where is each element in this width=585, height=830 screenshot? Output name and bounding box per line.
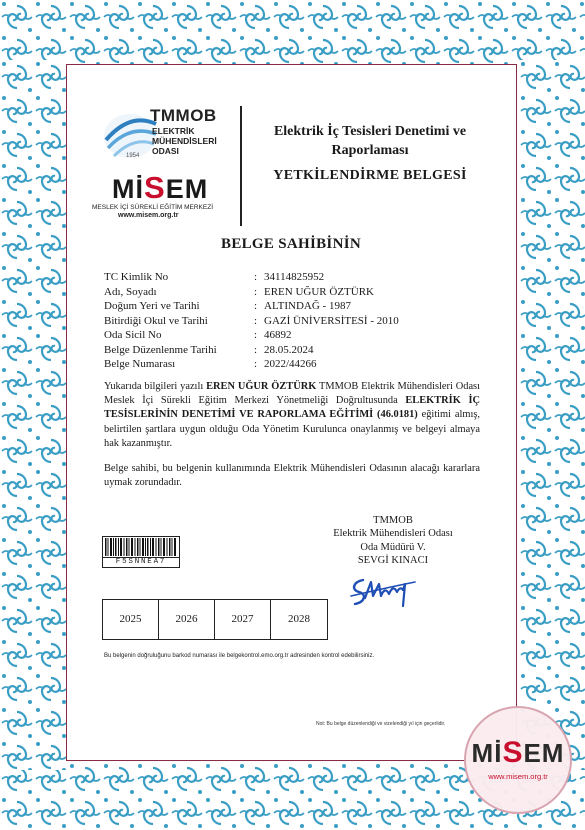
barcode-bars — [102, 536, 180, 558]
info-value: 28.05.2024 — [264, 343, 314, 356]
validity-years-table — [102, 599, 328, 640]
statement-holder-name: EREN UĞUR ÖZTÜRK — [206, 381, 317, 392]
barcode-icon — [104, 538, 178, 556]
info-row — [104, 314, 484, 329]
year-cell: 2026 — [159, 600, 215, 639]
info-label: Oda Sicil No — [104, 329, 162, 341]
verification-note: Bu belgenin doğruluğunu barkod numarası ile belgekontrol.emo.org.tr adresinden kontrol edebilirsiniz. — [104, 653, 375, 659]
validity-note: Not: Bu belge düzenlendiği ve vizelendiği yıl için geçerlidir. — [316, 721, 446, 727]
info-colon: : — [254, 358, 258, 370]
certificate-title: YETKİLENDİRME BELGESİ — [273, 168, 467, 183]
org-name-line: ELEKTRİK — [152, 126, 195, 136]
header-divider — [240, 106, 242, 226]
misem-logo-s: S — [144, 170, 166, 205]
misem-logo — [112, 170, 208, 206]
holder-info-list — [104, 270, 484, 372]
info-colon: : — [254, 329, 258, 341]
statement-course-name: ELEKTRİK İÇ TESİSLERİNİN DENETİMİ VE RAPORLAMA EĞİTİMİ (46.0181) — [104, 395, 480, 421]
signatory-line: Oda Müdürü V. — [360, 541, 426, 553]
info-value: ALTINDAĞ - 1987 — [264, 300, 351, 312]
stamp-url: www.misem.org.tr — [488, 772, 548, 781]
center-name: MESLEK İÇİ SÜREKLİ EĞİTİM MERKEZİ — [92, 204, 213, 211]
barcode — [102, 536, 180, 568]
signatory-line: SEVGİ KINACI — [357, 555, 429, 567]
signatory-line: Elektrik Mühendisleri Odası — [333, 528, 453, 540]
stamp-logo-s: S — [502, 736, 524, 769]
stamp-logo-part: EM — [523, 738, 565, 768]
stamp-logo — [466, 736, 570, 770]
founded-year: 1954 — [126, 153, 140, 159]
statement-text: TMMOB Elektrik Mühendisleri Odası Meslek İçi Sürekli Eğitim Merkezi Yönetmeliği Doğrultusunda — [104, 381, 480, 407]
misem-watermark-stamp — [464, 706, 572, 814]
info-colon: : — [254, 285, 258, 298]
info-row — [104, 299, 484, 314]
info-colon: : — [254, 300, 258, 312]
signatory-line: TMMOB — [373, 515, 413, 526]
info-colon: : — [254, 271, 258, 283]
info-label: Adı, Soyadı — [104, 285, 157, 298]
statement-text: Yukarıda bilgileri yazılı — [104, 381, 207, 392]
holder-section-title: BELGE SAHİBİNİN — [221, 236, 361, 252]
org-short-name: TMMOB — [150, 106, 217, 125]
info-label: Doğum Yeri ve Tarihi — [104, 300, 200, 312]
certification-statement — [104, 380, 480, 451]
info-label: TC Kimlik No — [104, 271, 169, 283]
info-label: Belge Düzenlenme Tarihi — [104, 343, 217, 356]
info-row — [104, 270, 484, 285]
info-value: EREN UĞUR ÖZTÜRK — [264, 285, 374, 298]
info-row — [104, 285, 484, 300]
year-cell: 2027 — [215, 600, 271, 639]
year-cell: 2028 — [288, 613, 310, 625]
org-full-name — [152, 126, 217, 156]
info-value: 2022/44266 — [264, 358, 317, 370]
barcode-number: F5SNNEA7 — [102, 558, 180, 568]
misem-logo-part: EM — [165, 174, 209, 204]
course-title: Elektrik İç Tesisleri Denetimi ve Raporlaması — [273, 124, 467, 158]
info-colon: : — [254, 314, 258, 327]
center-url: www.misem.org.tr — [118, 212, 179, 219]
info-value: GAZİ ÜNİVERSİTESİ - 2010 — [264, 314, 399, 327]
ornament-border-right — [519, 60, 585, 770]
misem-logo-part: Mİ — [112, 174, 144, 204]
info-row — [104, 328, 484, 343]
obligation-statement: Belge sahibi, bu belgenin kullanımında Elektrik Mühendisleri Odasının alacağı kararlara uymak zorundadır. — [104, 463, 480, 489]
info-label: Belge Numarası — [104, 358, 176, 370]
info-row — [104, 357, 484, 372]
year-cell: 2025 — [103, 600, 159, 639]
stamp-logo-part: Mİ — [471, 738, 503, 768]
info-value: 34114825952 — [264, 271, 325, 283]
org-name-line: MÜHENDİSLERİ — [152, 136, 217, 146]
info-label: Bitirdiği Okul ve Tarihi — [104, 314, 208, 327]
ornament-border-top — [0, 0, 585, 64]
info-row — [104, 343, 484, 358]
info-value: 46892 — [264, 329, 292, 341]
signature-icon — [345, 570, 425, 612]
statement-text: eğitimi almış, belirtilen şartlara uygun olduğu Oda Yönetim Kurulunca onaylanmış ve belgeyi almaya hak kazanmıştır. — [104, 409, 480, 449]
org-name-line: ODASI — [152, 146, 179, 156]
logo-block — [92, 106, 236, 232]
ornament-border-left — [0, 60, 66, 770]
signatory-block — [318, 514, 468, 568]
info-colon: : — [254, 343, 258, 356]
